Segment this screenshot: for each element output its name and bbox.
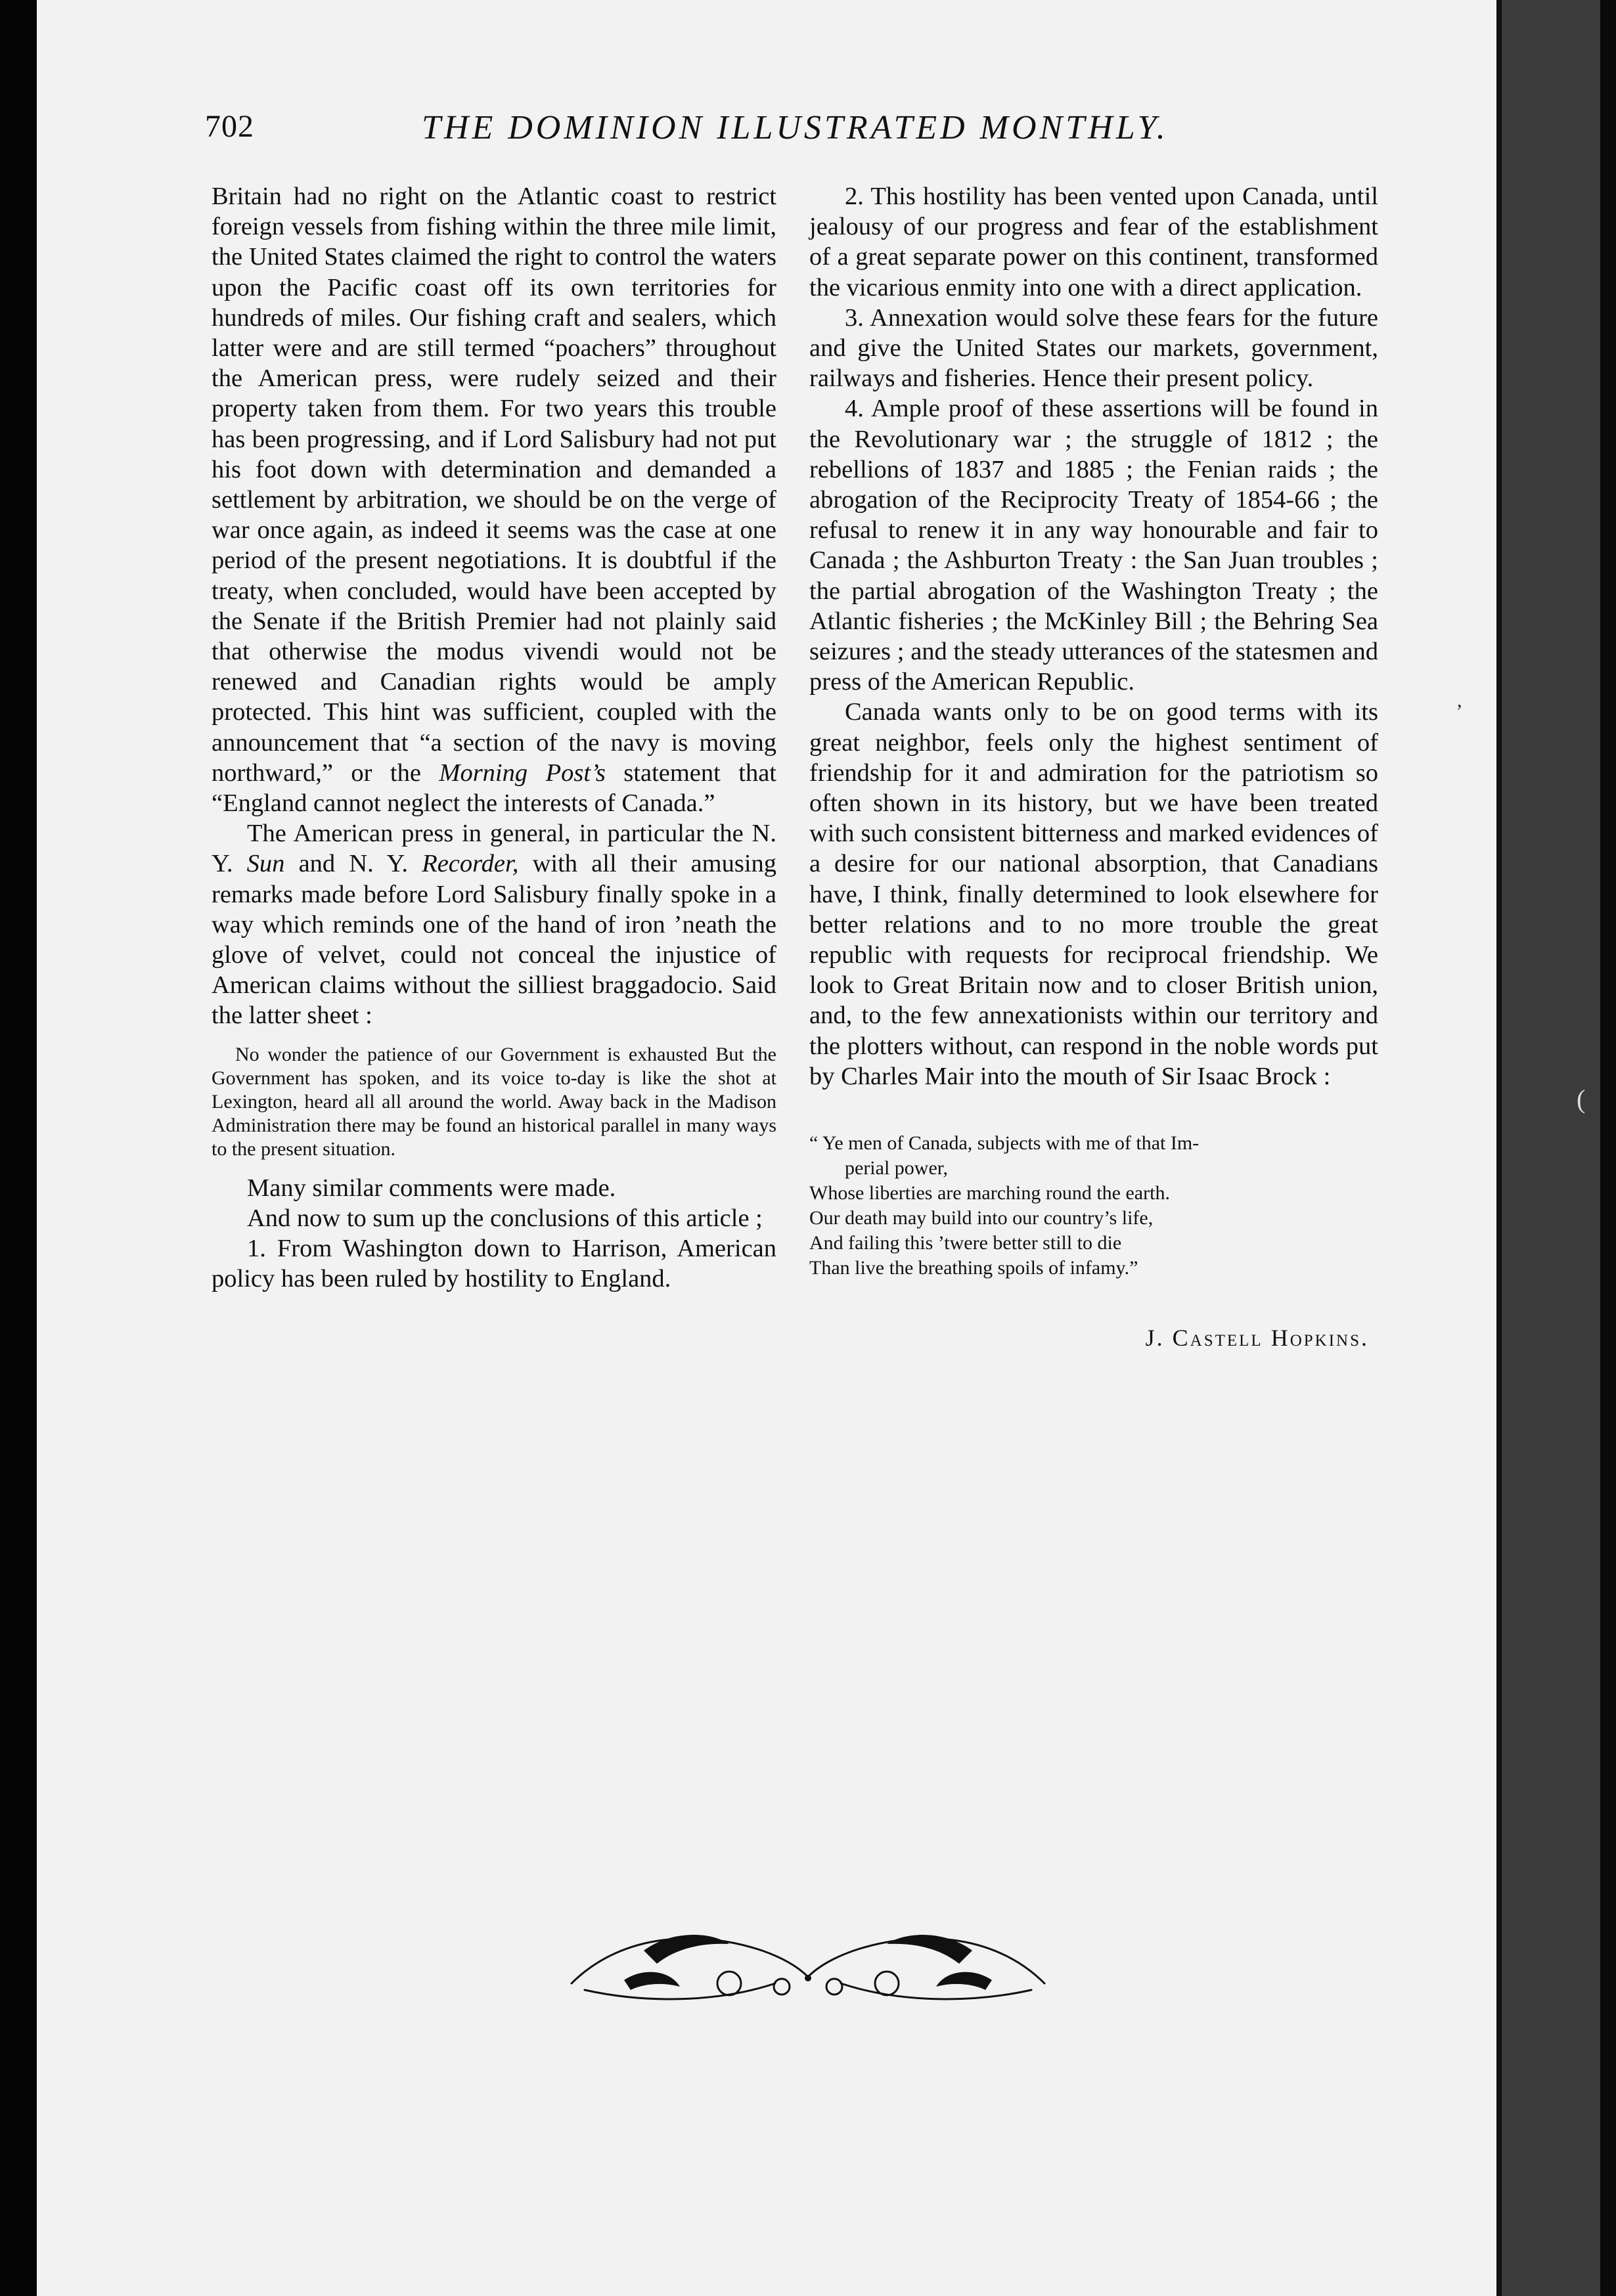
margin-line: [1496, 0, 1502, 2296]
paragraph: Many similar comments were made.: [247, 1174, 616, 1202]
poem-line: Whose liberties are marching round the earth.: [809, 1182, 1170, 1204]
running-title: THE DOMINION ILLUSTRATED MONTHLY.: [422, 109, 1169, 146]
poem-quote: [809, 1131, 1378, 1281]
block-quote: No wonder the patience of our Government is exhausted But the Government has spoken, and its voice to-day is like the shot at Lexington, heard all all around the world. Away back in the Madison Administration there may be found an historical parallel in many ways to the present situation.: [212, 1043, 776, 1160]
scan-right-margin: [1496, 0, 1616, 2296]
paragraph: 2. This hostility has been vented upon Canada, until jealousy of our progress and fear of the establishment of a great separate power on this continent, transformed the vicarious enmity into one with a direct application.: [809, 183, 1378, 301]
paragraph: And now to sum up the conclusions of this article ;: [247, 1204, 763, 1232]
paragraph: Canada wants only to be on good terms with its great neighbor, feels only the highest sentiment of friendship for it and admiration for the patriotism so often shown in its history, but we have been treated with such consistent bitterness and marked evidences of a desire for our national absorption, that Canadians have, I think, finally determined to look elsewhere for better relations and to no more trouble the great republic with requests for reciprocal friendship. We look to Great Britain now and to closer British union, and, to the few annexationists within our territory and the plotters without, can respond in the noble words put by Charles Mair into the mouth of Sir Isaac Brock :: [809, 698, 1378, 1090]
poem-line: “ Ye men of Canada, subjects with me of that Im-: [809, 1132, 1200, 1155]
poem-line: Our death may build into our country’s life,: [809, 1207, 1154, 1229]
right-column: [809, 181, 1378, 1353]
scan-outer-edge: [1600, 0, 1616, 2296]
poem-line: Than live the breathing spoils of infamy.”: [809, 1257, 1138, 1279]
poem-line: perial power,: [845, 1157, 949, 1180]
paragraph: 3. Annexation would solve these fears for the future and give the United States our markets, government, railways and fisheries. Hence their present policy.: [809, 303, 1378, 393]
decorative-flourish: [565, 1905, 1051, 2016]
paragraph: The American press in general, in particular the N. Y. Sun and N. Y. Recorder, with all their amusing remarks made before Lord Salisbury finally spoke in a way which reminds one of the hand of iron ’neath the glove of velvet, could not conceal the injustice of American claims without the silliest braggadocio. Said the latter sheet :: [212, 820, 777, 1030]
paragraph: Britain had no right on the Atlantic coast to restrict foreign vessels from fishing within the three mile limit, the United States claimed the right to control the waters upon the Pacific coast off its own territories for hundreds of miles. Our fishing craft and sealers, which latter were and are still termed “poachers” throughout the American press, were rudely seized and their property taken from them. For two years this trouble has been progressing, and if Lord Salisbury had not put his foot down with determination and demanded a settlement by arbitration, we should be on the verge of war once again, as indeed it seems was the case at one period of the present negotiations. It is doubtful if the treaty, when concluded, would have been accepted by the Senate if the British Premier had not plainly said that otherwise the modus vivendi would not be renewed and Canadian rights would be amply protected. This hint was sufficient, coupled with the announcement that “a section of the navy is moving northward,” or the Morning Post’s statement that “England cannot neglect the interests of Canada.”: [212, 183, 776, 818]
page-header: [205, 108, 1374, 154]
paragraph: 4. Ample proof of these assertions will be found in the Revolutionary war ; the struggle of 1812 ; the rebellions of 1837 and 1885 ; the Fenian raids ; the abrogation of the Reciprocity Treaty of 1854-66 ; the refusal to renew it in any way honourable and fair to Canada ; the Ashburton Treaty : the San Juan troubles ; the partial abrogation of the Washington Treaty ; the Atlantic fisheries ; the McKinley Bill ; the Behring Sea seizures ; and the steady utterances of the statesmen and press of the American Republic.: [809, 395, 1378, 696]
page-number: 702: [205, 109, 254, 144]
paragraph: 1. From Washington down to Harrison, American policy has been ruled by hostility to England.: [212, 1235, 776, 1293]
scan-speck: (: [1577, 1084, 1586, 1114]
author-signature: J. Castell Hopkins.: [1145, 1325, 1369, 1352]
left-column: [212, 181, 776, 1294]
scan-speck: ,: [1457, 690, 1462, 711]
poem-line: And failing this ’twere better still to die: [809, 1232, 1122, 1254]
